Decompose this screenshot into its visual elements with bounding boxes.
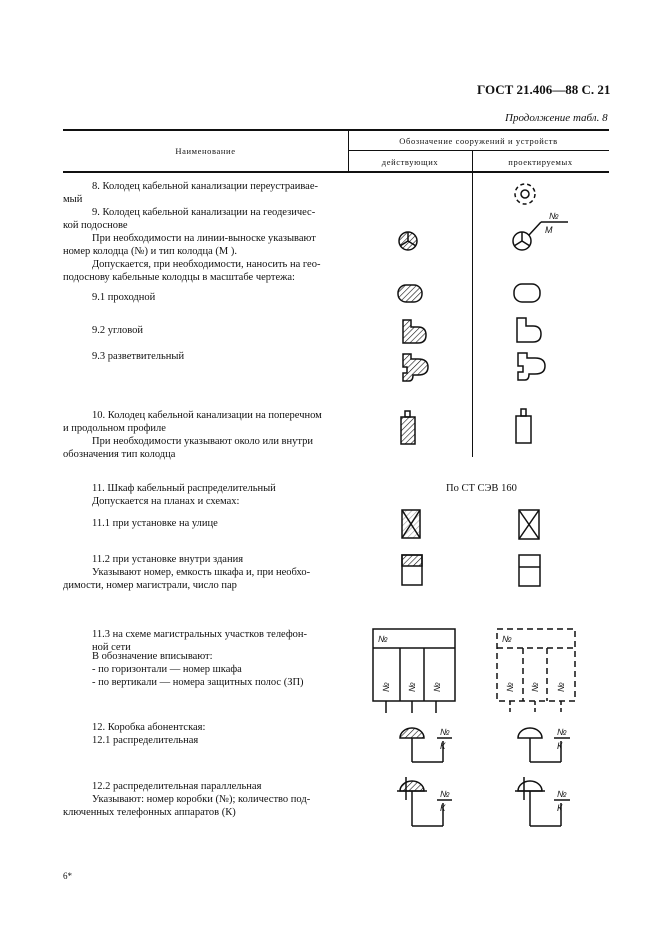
angle-manhole-existing-symbol xyxy=(403,320,426,343)
row-10-text-1: 10. Колодец кабельной канализации на поперечном xyxy=(92,410,322,421)
rebuilt-manhole-symbol xyxy=(515,184,535,204)
box-projected-k: К xyxy=(557,741,563,751)
trunk-projected-strip-no-3: № xyxy=(556,682,566,692)
trunk-cabinet-existing-symbol xyxy=(373,629,455,713)
row-12-2-text: 12.2 распределительная параллельная xyxy=(92,781,262,792)
row-9-text-1: 9. Колодец кабельной канализации на геодезичес- xyxy=(92,207,316,218)
row-8-text-2: мый xyxy=(63,194,83,205)
trunk-projected-cabinet-no: № xyxy=(502,634,512,644)
street-cabinet-existing-symbol xyxy=(402,510,420,538)
geodetic-manhole-projected-symbol xyxy=(513,211,568,250)
trunk-existing-strip-no-3: № xyxy=(432,682,442,692)
row-11-2-note-1: Указывают номер, емкость шкафа и, при необхо- xyxy=(92,567,311,578)
parallel-existing-k: К xyxy=(440,803,446,813)
pass-manhole-projected-symbol xyxy=(514,284,540,302)
row-9-note2-2: подоснову кабельные колодцы в масштабе чертежа: xyxy=(63,272,295,283)
row-9-note-2: номер колодца (№) и тип колодца (М ). xyxy=(63,246,237,257)
geodetic-manhole-existing-symbol xyxy=(399,232,417,250)
profile-manhole-projected-symbol xyxy=(516,409,531,443)
parallel-box-existing-symbol xyxy=(397,777,452,826)
manhole-type-label: М xyxy=(545,225,553,235)
column-header-name: Наименование xyxy=(175,146,236,156)
row-12-2-note-1: Указывают: номер коробки (№); количество под- xyxy=(92,794,311,805)
row-11-3-note-1: В обозначение вписывают: xyxy=(92,651,213,662)
row-11-text: 11. Шкаф кабельный распределительный xyxy=(92,483,276,494)
row-9-text-2: кой подоснове xyxy=(63,220,128,231)
column-header-existing: действующих xyxy=(381,157,439,167)
trunk-projected-strip-no-1: № xyxy=(505,682,515,692)
box-existing-no: № xyxy=(440,727,450,737)
column-header-designation: Обозначение сооружений и устройств xyxy=(399,136,558,146)
row-9-note-1: При необходимости на линии-выноске указывают xyxy=(92,233,316,244)
parallel-projected-no: № xyxy=(557,789,567,799)
row-12-2-note-2: ключенных телефонных аппаратов (К) xyxy=(63,807,236,818)
row-11-3-text-1: 11.3 на схеме магистральных участков телефон- xyxy=(92,629,308,640)
manhole-number-label: № xyxy=(549,211,559,221)
trunk-cabinet-projected-symbol xyxy=(497,629,575,713)
trunk-projected-strip-no-2: № xyxy=(530,682,540,692)
branch-manhole-existing-symbol xyxy=(403,354,428,381)
trunk-existing-strip-no-2: № xyxy=(407,682,417,692)
indoor-cabinet-projected-symbol xyxy=(519,555,540,586)
branch-manhole-projected-symbol xyxy=(518,353,545,380)
row-11-2-text: 11.2 при установке внутри здания xyxy=(92,554,244,565)
parallel-box-projected-symbol xyxy=(515,777,570,826)
row-8-text-1: 8. Колодец кабельной канализации переустраивае- xyxy=(92,181,318,192)
row-11-2-note-2: димости, номер магистрали, число пар xyxy=(63,580,237,591)
angle-manhole-projected-symbol xyxy=(517,318,541,342)
row-9-2-text: 9.2 угловой xyxy=(92,325,144,336)
pass-manhole-existing-symbol xyxy=(398,285,422,302)
column-header-projected: проектируемых xyxy=(508,157,573,167)
parallel-existing-no: № xyxy=(440,789,450,799)
row-10-text-2: и продольном профиле xyxy=(63,423,166,434)
row-11-reference: По СТ СЭВ 160 xyxy=(446,483,517,494)
row-11-note: Допускается на планах и схемах: xyxy=(92,496,240,507)
trunk-existing-strip-no-1: № xyxy=(381,682,391,692)
row-11-1-text: 11.1 при установке на улице xyxy=(92,518,218,529)
row-11-3-text-2: ной сети xyxy=(92,642,131,653)
continuation-label: Продолжение табл. 8 xyxy=(505,112,608,124)
row-10-note-2: обозначения тип колодца xyxy=(63,449,176,460)
row-12-1-text: 12.1 распределительная xyxy=(92,735,199,746)
row-9-1-text: 9.1 проходной xyxy=(92,292,156,303)
box-projected-no: № xyxy=(557,727,567,737)
row-9-note2-1: Допускается, при необходимости, наносить на гео- xyxy=(92,259,321,270)
row-11-3-note-2: - по горизонтали — номер шкафа xyxy=(92,664,242,675)
row-12-text: 12. Коробка абонентская: xyxy=(92,722,206,733)
distribution-box-existing-symbol xyxy=(400,727,452,762)
street-cabinet-projected-symbol xyxy=(519,510,539,539)
row-10-note-1: При необходимости указывают около или внутри xyxy=(92,436,313,447)
box-existing-k: К xyxy=(440,741,446,751)
parallel-projected-k: К xyxy=(557,803,563,813)
page-mark: 6* xyxy=(63,871,72,881)
document-title: ГОСТ 21.406—88 С. 21 xyxy=(477,82,611,97)
indoor-cabinet-existing-symbol xyxy=(402,555,422,585)
row-11-3-note-3: - по вертикали — номера защитных полос (ЗП) xyxy=(92,677,304,688)
distribution-box-projected-symbol xyxy=(518,727,570,762)
row-9-3-text: 9.3 разветвительный xyxy=(92,351,185,362)
profile-manhole-existing-symbol xyxy=(401,411,415,444)
trunk-existing-cabinet-no: № xyxy=(378,634,388,644)
